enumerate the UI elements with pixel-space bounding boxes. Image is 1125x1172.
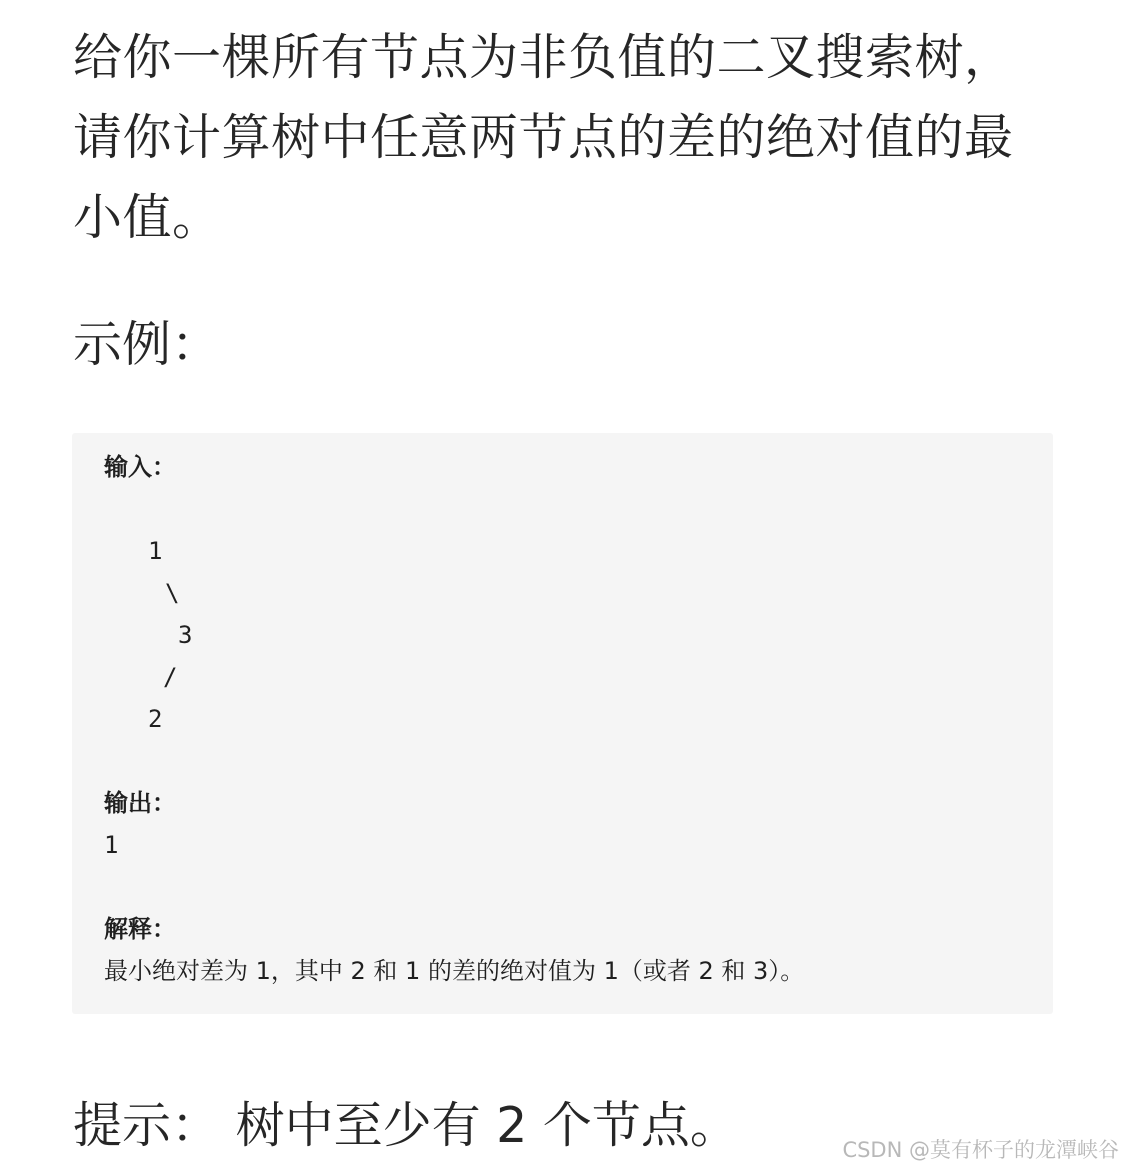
tree-edge-right: \ xyxy=(165,579,180,607)
tree-edge-left: / xyxy=(163,663,178,691)
tree-node-root: 1 xyxy=(148,537,163,565)
watermark: CSDN @莫有杯子的龙潭峡谷 xyxy=(842,1138,1119,1162)
output-value: 1 xyxy=(104,831,119,859)
tree-node-leaf: 2 xyxy=(148,705,163,733)
example-title: 示例： xyxy=(73,316,221,373)
hint-text: 提示： 树中至少有 2 个节点。 xyxy=(73,1097,739,1154)
example-code-block xyxy=(72,433,1053,1014)
problem-statement: 给你一棵所有节点为非负值的二叉搜索树，请你计算树中任意两节点的差的绝对值的最小值。 xyxy=(73,29,1014,246)
explanation-text: 最小绝对差为 1，其中 2 和 1 的差的绝对值为 1（或者 2 和 3）。 xyxy=(104,957,805,985)
explanation-label: 解释： xyxy=(104,915,176,943)
output-label: 输出： xyxy=(104,789,176,817)
input-label: 输入： xyxy=(104,453,176,481)
tree-node-right: 3 xyxy=(178,621,193,649)
